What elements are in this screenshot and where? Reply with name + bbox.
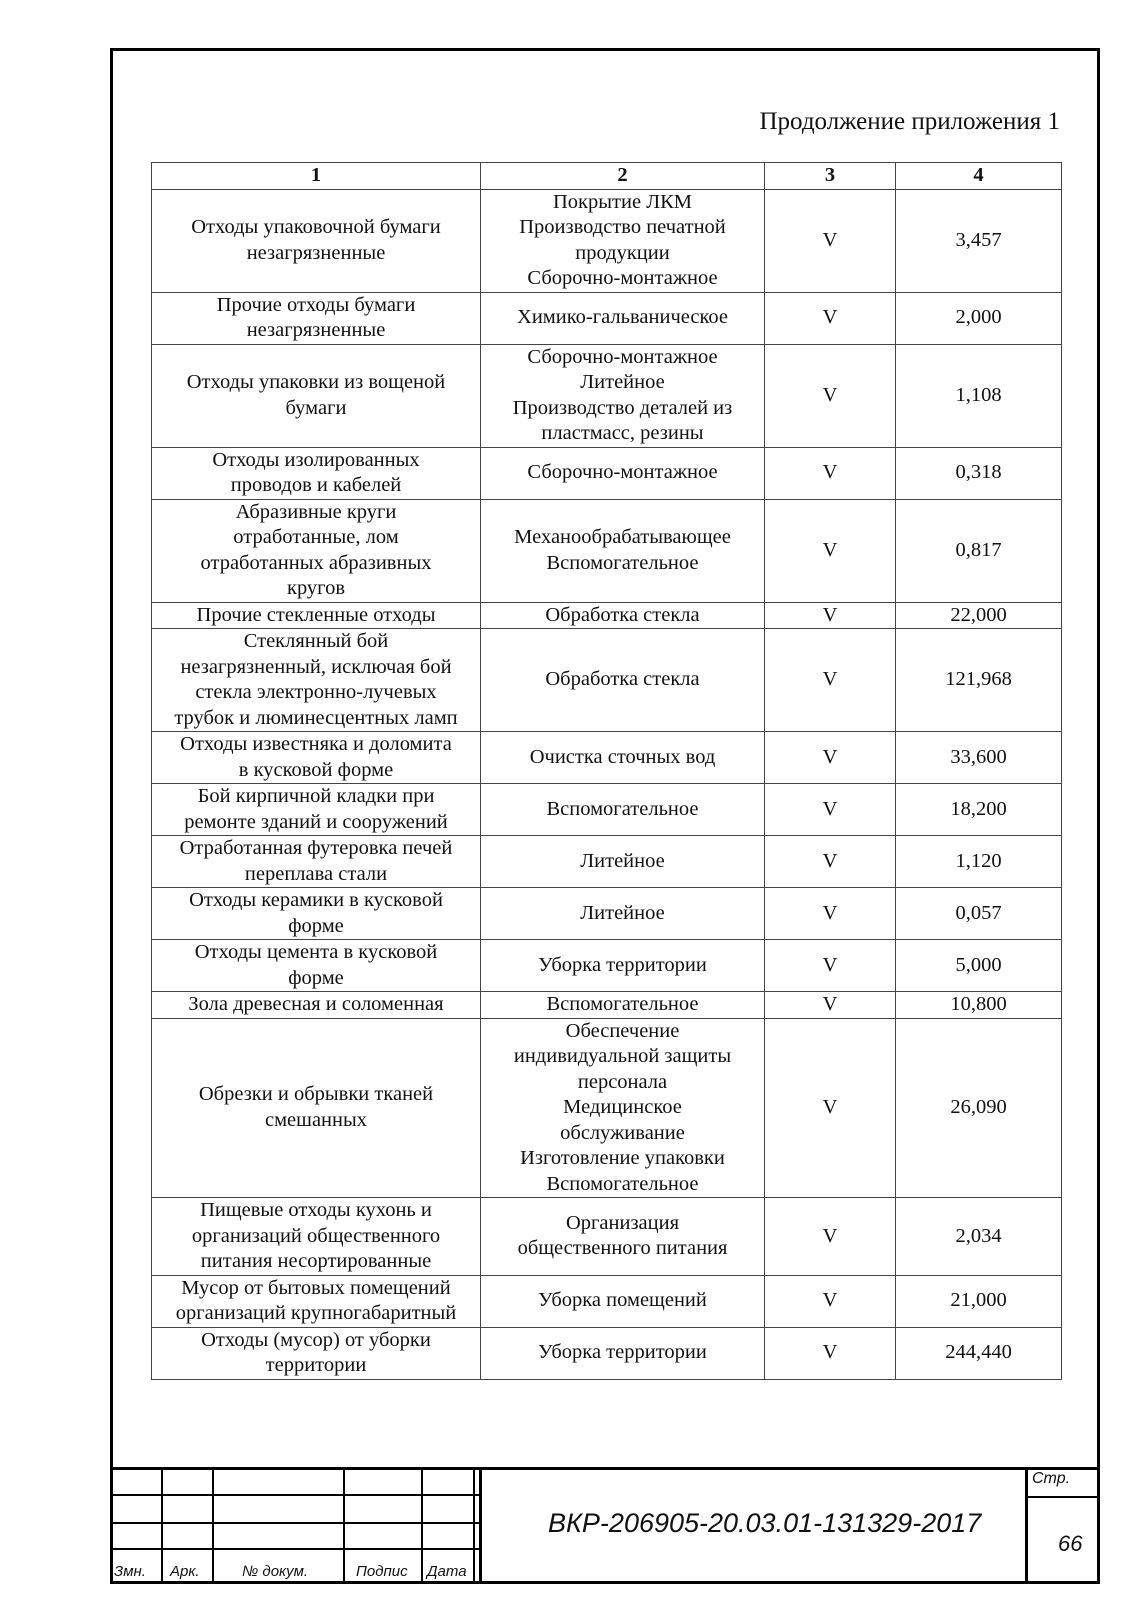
quantity-cell: 26,090 — [896, 1018, 1062, 1198]
document-code: ВКР-206905-20.03.01-131329-2017 — [548, 1508, 982, 1538]
waste-name-cell: Прочие отходы бумаги незагрязненные — [152, 292, 481, 344]
waste-name-cell: Зола древесная и соломенная — [152, 992, 481, 1019]
class-cell: V — [765, 1198, 896, 1276]
class-cell: V — [765, 1275, 896, 1327]
waste-name-cell: Отходы известняка и доломита в кусковой форме — [152, 732, 481, 784]
quantity-cell: 2,000 — [896, 292, 1062, 344]
date-label: Дата — [427, 1563, 467, 1580]
class-cell: V — [765, 836, 896, 888]
quantity-cell: 21,000 — [896, 1275, 1062, 1327]
class-cell: V — [765, 992, 896, 1019]
waste-name-cell: Отходы (мусор) от уборки территории — [152, 1327, 481, 1379]
source-cell: Уборка территории — [481, 1327, 765, 1379]
quantity-cell: 1,108 — [896, 344, 1062, 447]
class-cell: V — [765, 1327, 896, 1379]
table-row — [152, 1018, 1062, 1198]
class-cell: V — [765, 189, 896, 292]
waste-name-cell: Отходы упаковки из вощеной бумаги — [152, 344, 481, 447]
quantity-cell: 5,000 — [896, 940, 1062, 992]
quantity-cell: 33,600 — [896, 732, 1062, 784]
quantity-cell: 1,120 — [896, 836, 1062, 888]
sheet-label: Арк. — [170, 1563, 200, 1580]
waste-name-cell: Отходы цемента в кусковой форме — [152, 940, 481, 992]
column-header: 4 — [896, 163, 1062, 190]
table-row — [152, 732, 1062, 784]
table-row — [152, 602, 1062, 629]
source-cell: Обеспечение индивидуальной защиты персонала Медицинское обслуживание Изготовление упаковки Вспомогательное — [481, 1018, 765, 1198]
source-cell: Уборка помещений — [481, 1275, 765, 1327]
source-cell: Механообрабатывающее Вспомогательное — [481, 499, 765, 602]
column-header: 1 — [152, 163, 481, 190]
source-cell: Очистка сточных вод — [481, 732, 765, 784]
waste-name-cell: Отходы изолированных проводов и кабелей — [152, 447, 481, 499]
class-cell: V — [765, 344, 896, 447]
class-cell: V — [765, 888, 896, 940]
table-row — [152, 1198, 1062, 1276]
class-cell: V — [765, 292, 896, 344]
class-cell: V — [765, 499, 896, 602]
waste-name-cell: Пищевые отходы кухонь и организаций общественного питания несортированные — [152, 1198, 481, 1276]
table-row — [152, 1275, 1062, 1327]
table-row — [152, 344, 1062, 447]
waste-name-cell: Обрезки и обрывки тканей смешанных — [152, 1018, 481, 1198]
continuation-title: Продолжение приложения 1 — [759, 108, 1060, 135]
class-cell: V — [765, 447, 896, 499]
page-number: 66 — [1058, 1531, 1083, 1556]
table-row — [152, 189, 1062, 292]
source-cell: Сборочно-монтажное — [481, 447, 765, 499]
table-row — [152, 784, 1062, 836]
source-cell: Организация общественного питания — [481, 1198, 765, 1276]
quantity-cell: 121,968 — [896, 629, 1062, 732]
source-cell: Обработка стекла — [481, 602, 765, 629]
class-cell: V — [765, 940, 896, 992]
quantity-cell: 0,057 — [896, 888, 1062, 940]
class-cell: V — [765, 732, 896, 784]
class-cell: V — [765, 602, 896, 629]
quantity-cell: 0,817 — [896, 499, 1062, 602]
column-header: 3 — [765, 163, 896, 190]
class-cell: V — [765, 1018, 896, 1198]
quantity-cell: 0,318 — [896, 447, 1062, 499]
class-cell: V — [765, 784, 896, 836]
waste-table — [151, 162, 1062, 1380]
class-cell: V — [765, 629, 896, 732]
signature-label: Подпис — [356, 1563, 408, 1580]
table-row — [152, 836, 1062, 888]
page-label: Стр. — [1032, 1470, 1071, 1487]
table-row — [152, 888, 1062, 940]
quantity-cell: 3,457 — [896, 189, 1062, 292]
source-cell: Покрытие ЛКМ Производство печатной продукции Сборочно-монтажное — [481, 189, 765, 292]
table-row — [152, 992, 1062, 1019]
quantity-cell: 2,034 — [896, 1198, 1062, 1276]
source-cell: Сборочно-монтажное Литейное Производство деталей из пластмасс, резины — [481, 344, 765, 447]
source-cell: Химико-гальваническое — [481, 292, 765, 344]
source-cell: Обработка стекла — [481, 629, 765, 732]
source-cell: Вспомогательное — [481, 784, 765, 836]
table-row — [152, 292, 1062, 344]
waste-name-cell: Абразивные круги отработанные, лом отработанных абразивных кругов — [152, 499, 481, 602]
waste-name-cell: Прочие стекленные отходы — [152, 602, 481, 629]
quantity-cell: 18,200 — [896, 784, 1062, 836]
quantity-cell: 244,440 — [896, 1327, 1062, 1379]
quantity-cell: 10,800 — [896, 992, 1062, 1019]
waste-name-cell: Отработанная футеровка печей переплава стали — [152, 836, 481, 888]
table-row — [152, 447, 1062, 499]
column-header: 2 — [481, 163, 765, 190]
waste-name-cell: Мусор от бытовых помещений организаций крупногабаритный — [152, 1275, 481, 1327]
waste-name-cell: Стеклянный бой незагрязненный, исключая бой стекла электронно-лучевых трубок и люминесцентных ламп — [152, 629, 481, 732]
waste-name-cell: Отходы упаковочной бумаги незагрязненные — [152, 189, 481, 292]
doc-number-label: № докум. — [242, 1563, 309, 1580]
table-header-row — [152, 163, 1062, 190]
table-row — [152, 629, 1062, 732]
source-cell: Уборка территории — [481, 940, 765, 992]
waste-name-cell: Бой кирпичной кладки при ремонте зданий и сооружений — [152, 784, 481, 836]
change-label: Змн. — [114, 1563, 146, 1580]
quantity-cell: 22,000 — [896, 602, 1062, 629]
table-row — [152, 499, 1062, 602]
source-cell: Литейное — [481, 888, 765, 940]
waste-name-cell: Отходы керамики в кусковой форме — [152, 888, 481, 940]
source-cell: Литейное — [481, 836, 765, 888]
table-row — [152, 1327, 1062, 1379]
source-cell: Вспомогательное — [481, 992, 765, 1019]
table-row — [152, 940, 1062, 992]
